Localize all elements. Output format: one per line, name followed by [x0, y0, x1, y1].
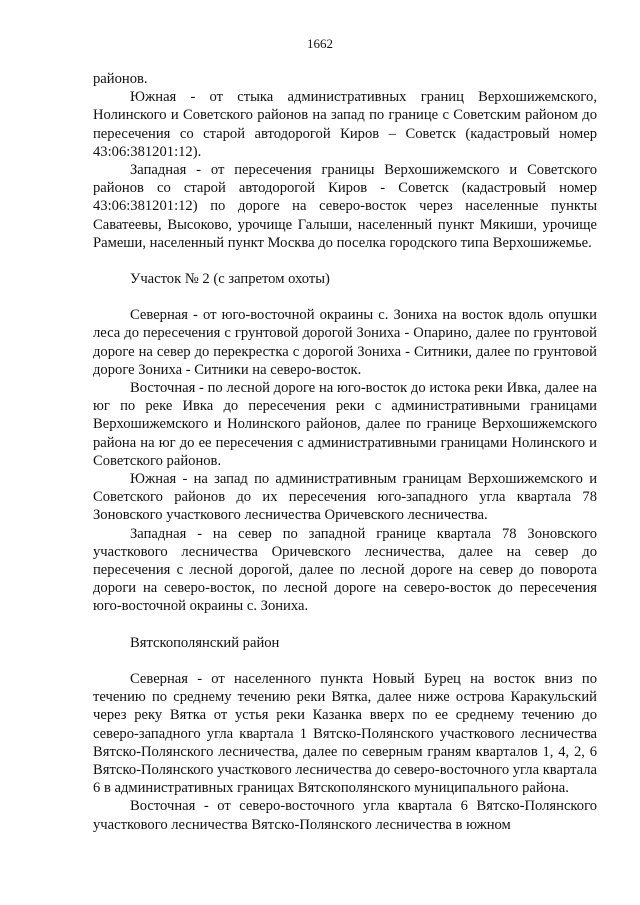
paragraph-east-boundary: Восточная - от северо-восточного угла квартала 6 Вятско-Полянского участкового лесничества Вятско-Полянского лесничества в южном: [93, 798, 597, 833]
paragraph-south-boundary: Южная - от стыка административных границ Верхошижемского, Нолинского и Советского районов на запад по границе с Советским районом до пересечения со старой автодорогой Киров – Советск (кадастровый номер 43:06:381201:12).: [93, 89, 597, 160]
document-body: [93, 70, 597, 834]
paragraph-east-boundary: Восточная - по лесной дороге на юго-восток до истока реки Ивка, далее на юг по реке Ивка до пересечения реки с административными границами Верхошижемского и Нолинского районов, далее по границе Верхошижемского района на юг до ее пересечения с административными границами Нолинского и Советского районов.: [93, 380, 597, 469]
spacer: [93, 652, 597, 670]
section-heading-district: Вятскополянский район: [130, 634, 280, 651]
spacer: [93, 288, 597, 306]
paragraph-west-boundary: Западная - на север по западной границе квартала 78 Зоновского участкового лесничества Оричевского лесничества, далее на север до пересечения с лесной дорогой, далее по лесной дороге на север до поворота дороги на северо-восток, по лесной дороге на северо-восток до пересечения юго-восточной окраины с. Зониха.: [93, 525, 597, 615]
section-heading-plot-2: Участок № 2 (с запретом охоты): [130, 271, 330, 288]
paragraph-south-boundary: Южная - на запад по административным границам Верхошижемского и Советского районов до их пересечения юго-западного угла квартала 78 Зоновского участкового лесничества Оричевского лесничества.: [93, 471, 597, 524]
paragraph-north-boundary: Северная - от населенного пункта Новый Бурец на восток вниз по течению по среднему течению реки Вятка, далее ниже острова Каракульский через реку Вятка от устья реки Казанка вверх по ее среднему течению до северо-западного угла квартала 1 Вятско-Полянского участкового лесничества Вятско-Полянского лесничества, далее по северным граням кварталов 1, 4, 2, 6 Вятско-Полянского участкового лесничества до северо-восточного угла квартала 6 в административных границах Вятскополянского муниципального района.: [93, 670, 598, 797]
paragraph-continuation: районов.: [93, 71, 148, 87]
spacer: [93, 252, 597, 270]
spacer: [93, 616, 597, 634]
paragraph-west-boundary: Западная - от пересечения границы Верхошижемского и Советского районов со старой автодорогой Киров - Советск (кадастровый номер 43:06:381201:12) по дороге на северо-восток через населенные пункты Саватеевы, Высоково, урочище Галыши, населенный пункт Мякиши, урочище Рамеши, населенный пункт Москва до поселка городского типа Верхошижемье.: [93, 162, 597, 251]
page-number: 1662: [307, 36, 333, 51]
paragraph-north-boundary: Северная - от юго-восточной окраины с. Зониха на восток вдоль опушки леса до пересечения с грунтовой дорогой Зониха - Опарино, далее по грунтовой дороге на север до перекрестка с дорогой Зониха - Ситники, далее по грунтовой дороге Зониха - Ситники на северо-восток.: [93, 307, 597, 378]
